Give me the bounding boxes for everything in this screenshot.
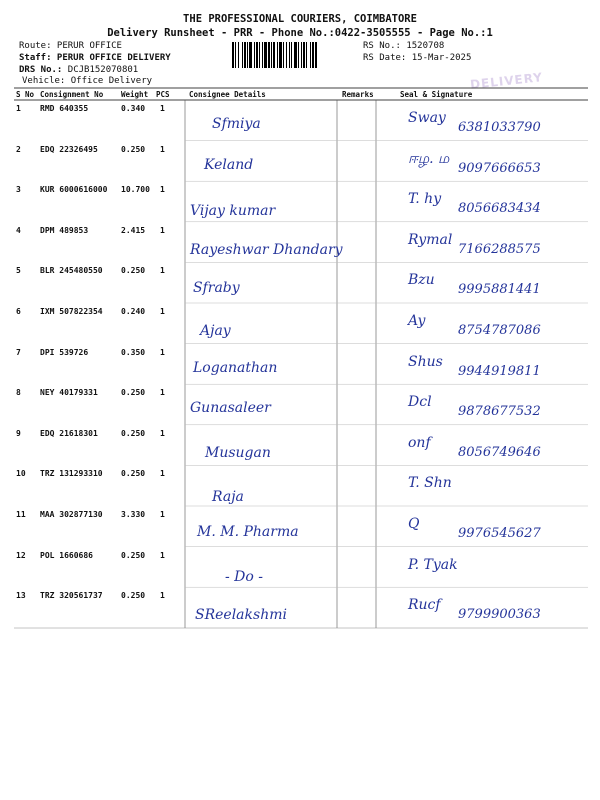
row-sno: 12 <box>16 550 26 560</box>
row-consignment-no: MAA 302877130 <box>40 510 103 519</box>
row-consignee-handwritten: Sfraby <box>193 280 240 297</box>
row-consignment-no: RMD 640355 <box>40 104 89 113</box>
row-signature-handwritten: onf <box>408 434 431 451</box>
rs-date: RS Date: 15-Mar-2025 <box>363 53 472 63</box>
row-consignee-handwritten: Raja <box>212 489 244 506</box>
row-consignment-no: EDQ 22326495 <box>40 144 98 154</box>
row-pcs: 1 <box>160 144 165 154</box>
row-consignment-no: IXM 507822354 <box>40 307 103 316</box>
row-phone-handwritten: 8754787086 <box>458 323 541 338</box>
header-weight: Weight <box>121 90 149 99</box>
row-consignment-no: DPM 489853 <box>40 225 89 235</box>
row-sno: 8 <box>16 388 21 398</box>
row-pcs: 1 <box>160 347 165 357</box>
row-weight: 0.250 <box>121 469 146 479</box>
row-pcs: 1 <box>160 428 165 438</box>
row-weight: 0.250 <box>121 266 146 276</box>
row-consignee-handwritten: Ajay <box>200 323 231 339</box>
row-consignee-handwritten: Rayeshwar Dhandary <box>190 241 343 258</box>
row-weight: 0.250 <box>121 388 146 398</box>
row-consignee-handwritten: Sfmiya <box>212 116 261 132</box>
vehicle-text: Vehicle: Office Delivery <box>22 76 153 86</box>
row-weight: 2.415 <box>121 225 146 235</box>
row-phone-handwritten: 9878677532 <box>458 404 541 420</box>
row-pcs: 1 <box>160 388 165 398</box>
row-consignment-no: TRZ 320561737 <box>40 591 103 601</box>
row-phone-handwritten: 9799900363 <box>458 607 541 623</box>
row-sno: 5 <box>16 266 21 276</box>
row-consignee-handwritten: Loganathan <box>193 359 278 376</box>
row-consignee-handwritten: SReelakshmi <box>195 607 287 624</box>
row-pcs: 1 <box>160 510 165 519</box>
row-consignee-handwritten: M. M. Pharma <box>197 524 299 540</box>
document-subtitle: Delivery Runsheet - PRR - Phone No.:0422-3505555 - Page No.:1 <box>107 27 493 39</box>
row-signature-handwritten: Q <box>408 516 420 532</box>
rs-number: RS No.: 1520708 <box>363 41 445 51</box>
row-pcs: 1 <box>160 104 165 113</box>
row-sno: 11 <box>16 510 26 519</box>
staff-text: Staff: PERUR OFFICE DELIVERY <box>19 53 171 63</box>
row-consignment-no: EDQ 21618301 <box>40 428 98 438</box>
row-consignee-handwritten: Gunasaleer <box>190 400 271 417</box>
row-sno: 13 <box>16 591 26 601</box>
row-sno: 4 <box>16 225 21 235</box>
drs-value: DCJB152070801 <box>67 65 139 75</box>
row-signature-handwritten: Rymal <box>408 231 453 248</box>
row-weight: 10.700 <box>121 185 150 195</box>
row-consignment-no: BLR 245480550 <box>40 266 103 276</box>
row-phone-handwritten: 8056749646 <box>458 444 541 460</box>
row-consignment-no: TRZ 131293310 <box>40 469 103 479</box>
row-phone-handwritten: 6381033790 <box>458 120 541 135</box>
row-pcs: 1 <box>160 225 165 235</box>
row-signature-handwritten: Ay <box>408 313 426 329</box>
row-consignment-no: POL 1660686 <box>40 550 93 560</box>
row-signature-handwritten: ஈழ. ம <box>408 150 450 167</box>
row-pcs: 1 <box>160 185 165 195</box>
row-sno: 7 <box>16 347 21 357</box>
row-pcs: 1 <box>160 266 165 276</box>
row-weight: 3.330 <box>121 510 146 519</box>
header-pcs: PCS <box>156 90 170 99</box>
header-signature: Seal & Signature <box>400 90 473 99</box>
row-sno: 6 <box>16 307 21 316</box>
drs-line <box>19 65 138 75</box>
barcode-image <box>232 42 356 68</box>
row-consignment-no: KUR 6000616000 <box>40 185 108 195</box>
header-remarks: Remarks <box>342 90 374 99</box>
row-signature-handwritten: T. hy <box>408 191 442 208</box>
row-weight: 0.250 <box>121 144 146 154</box>
row-sno: 1 <box>16 104 21 113</box>
row-weight: 0.250 <box>121 591 146 601</box>
row-pcs: 1 <box>160 307 165 316</box>
row-signature-handwritten: T. Shn <box>408 475 452 492</box>
row-signature-handwritten: Sway <box>408 110 446 126</box>
row-weight: 0.250 <box>121 550 146 560</box>
row-consignee-handwritten: Vijay kumar <box>190 203 276 220</box>
row-pcs: 1 <box>160 469 165 479</box>
row-weight: 0.350 <box>121 347 146 357</box>
row-phone-handwritten: 9944919811 <box>458 363 541 379</box>
header-consignment: Consignment No <box>40 90 104 99</box>
row-consignee-handwritten: - Do - <box>225 568 264 585</box>
row-weight: 0.240 <box>121 307 146 316</box>
header-consignee: Consignee Details <box>189 90 266 99</box>
row-signature-handwritten: Shus <box>408 353 443 370</box>
row-phone-handwritten: 9995881441 <box>458 282 541 298</box>
row-sno: 3 <box>16 185 21 195</box>
row-signature-handwritten: Dcl <box>408 394 432 411</box>
row-consignment-no: DPI 539726 <box>40 347 89 357</box>
row-signature-handwritten: Bzu <box>408 272 435 289</box>
row-sno: 10 <box>16 469 26 479</box>
row-weight: 0.250 <box>121 428 146 438</box>
row-consignee-handwritten: Keland <box>204 156 254 173</box>
row-pcs: 1 <box>160 591 165 601</box>
row-signature-handwritten: P. Tyak <box>408 556 458 573</box>
row-phone-handwritten: 9097666653 <box>458 160 541 176</box>
row-phone-handwritten: 7166288575 <box>458 241 541 257</box>
row-sno: 9 <box>16 428 21 438</box>
route-text: Route: PERUR OFFICE <box>19 41 122 51</box>
row-signature-handwritten: Rucf <box>408 597 441 614</box>
row-sno: 2 <box>16 144 21 154</box>
document-title: THE PROFESSIONAL COURIERS, COIMBATORE <box>183 13 417 25</box>
faded-stamp: DELIVERY <box>469 70 544 92</box>
row-consignment-no: NEY 40179331 <box>40 388 98 398</box>
row-phone-handwritten: 9976545627 <box>458 526 541 541</box>
row-pcs: 1 <box>160 550 165 560</box>
header-sno: S No <box>16 90 35 99</box>
drs-label: DRS No.: <box>19 65 63 75</box>
row-consignee-handwritten: Musugan <box>205 444 271 461</box>
row-phone-handwritten: 8056683434 <box>458 201 541 217</box>
row-weight: 0.340 <box>121 104 146 113</box>
